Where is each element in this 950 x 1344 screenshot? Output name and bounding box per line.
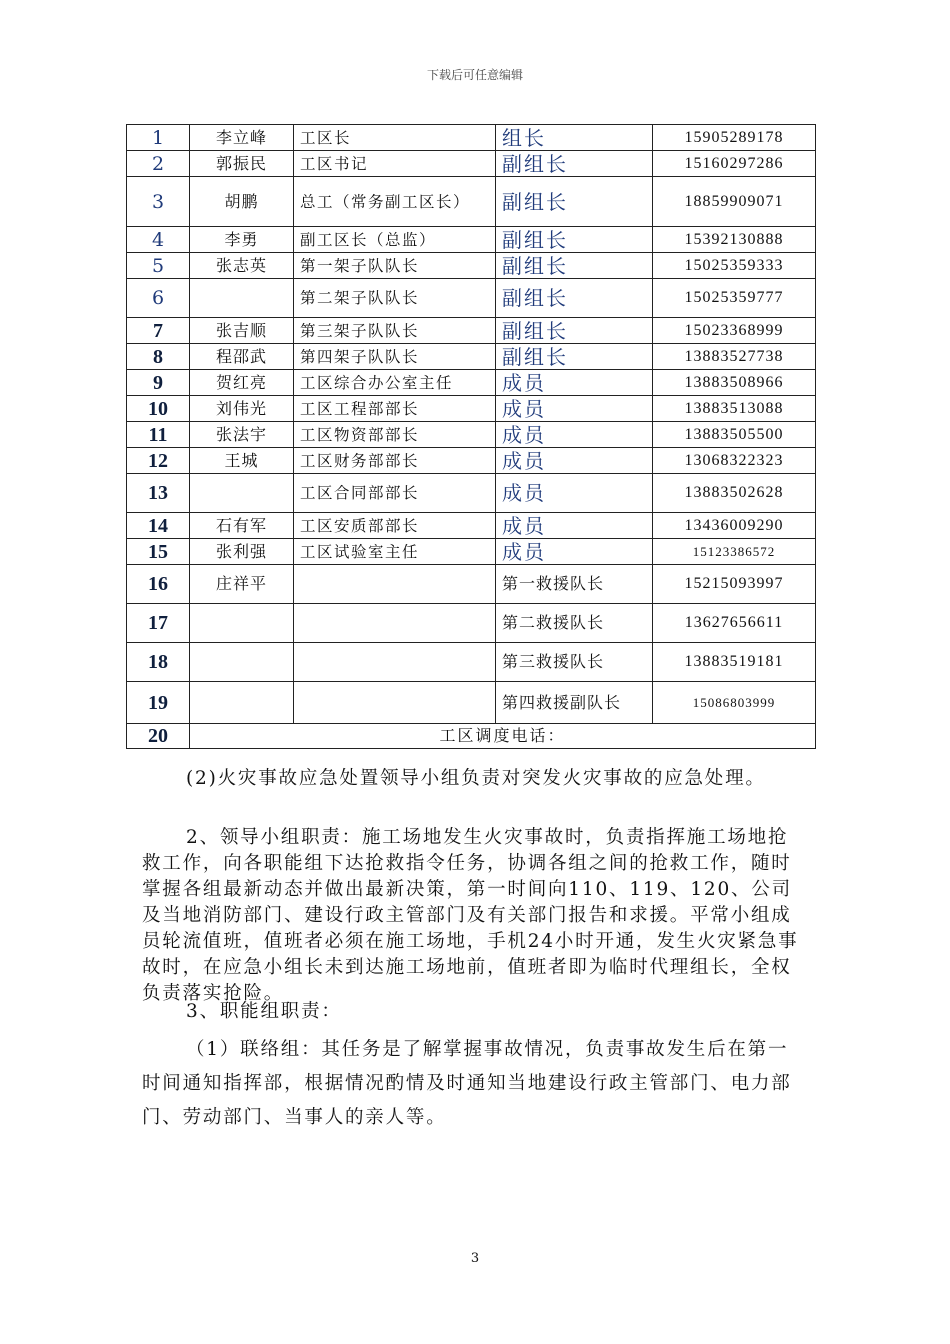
member-position: 工区合同部部长 <box>294 474 496 513</box>
table-row <box>127 125 816 151</box>
member-name: 贺红亮 <box>190 370 294 396</box>
member-phone: 13883513088 <box>653 396 816 422</box>
table-row <box>127 177 816 227</box>
member-position: 工区物资部部长 <box>294 422 496 448</box>
row-number: 5 <box>127 253 190 279</box>
row-number: 18 <box>127 643 190 682</box>
member-role: 成员 <box>496 513 653 539</box>
row-number: 12 <box>127 448 190 474</box>
table-row <box>127 422 816 448</box>
member-position: 工区财务部部长 <box>294 448 496 474</box>
member-position: 第一架子队队长 <box>294 253 496 279</box>
member-role: 成员 <box>496 474 653 513</box>
row-number: 9 <box>127 370 190 396</box>
member-name: 张利强 <box>190 539 294 565</box>
table-row <box>127 682 816 724</box>
member-phone: 15025359333 <box>653 253 816 279</box>
paragraph-4: （1）联络组：其任务是了解掌握事故情况，负责事故发生后在第一时间通知指挥部，根据情况酌情及时通知当地建设行政主管部门、电力部门、劳动部门、当事人的亲人等。 <box>142 1039 792 1128</box>
member-phone: 15123386572 <box>653 539 816 565</box>
row-number: 19 <box>127 682 190 724</box>
table-row <box>127 344 816 370</box>
member-role: 副组长 <box>496 344 653 370</box>
row-number: 15 <box>127 539 190 565</box>
table-row <box>127 151 816 177</box>
table-row <box>127 396 816 422</box>
row-number: 3 <box>127 177 190 227</box>
member-role: 成员 <box>496 539 653 565</box>
member-phone: 15215093997 <box>653 565 816 604</box>
header-note: 下载后可任意编辑 <box>426 68 523 82</box>
member-name: 程邵武 <box>190 344 294 370</box>
member-name <box>190 604 294 643</box>
member-phone: 13883508966 <box>653 370 816 396</box>
member-role: 成员 <box>496 396 653 422</box>
member-phone: 15023368999 <box>653 318 816 344</box>
member-name <box>190 279 294 318</box>
member-name: 胡鹏 <box>190 177 294 227</box>
member-role: 副组长 <box>496 151 653 177</box>
row-number: 6 <box>127 279 190 318</box>
member-phone: 13883505500 <box>653 422 816 448</box>
emergency-team-table <box>126 124 816 749</box>
page-number: 3 <box>470 1251 480 1266</box>
member-phone: 13436009290 <box>653 513 816 539</box>
row-number: 11 <box>127 422 190 448</box>
member-name: 张法宇 <box>190 422 294 448</box>
paragraph-1: (2)火灾事故应急处置领导小组负责对突发火灾事故的应急处理。 <box>186 768 766 789</box>
row-number: 10 <box>127 396 190 422</box>
row-number: 20 <box>127 724 190 749</box>
table-row <box>127 565 816 604</box>
row-number: 2 <box>127 151 190 177</box>
table-row <box>127 279 816 318</box>
member-name: 张志英 <box>190 253 294 279</box>
member-name: 郭振民 <box>190 151 294 177</box>
member-position: 第二架子队队长 <box>294 279 496 318</box>
row-number: 7 <box>127 318 190 344</box>
paragraph-2: 2、领导小组职责：施工场地发生火灾事故时，负责指挥施工场地抢救工作，向各职能组下达抢救指令任务，协调各组之间的抢救工作，随时掌握各组最新动态并做出最新决策，第一时间向110、119、120、公司及当地消防部门、建设行政主管部门及有关部门报告和求援。平常小组成员轮流值班，值班者必须在施工场地，手机24小时开通，发生火灾紧急事故时，在应急小组长未到达施工场地前，值班者即为临时代理组长，全权负责落实抢险。 <box>142 827 799 1004</box>
member-role: 副组长 <box>496 318 653 344</box>
table-row <box>127 604 816 643</box>
member-phone: 15905289178 <box>653 125 816 151</box>
member-role: 第二救援队长 <box>496 604 653 643</box>
row-number: 8 <box>127 344 190 370</box>
member-phone: 13627656611 <box>653 604 816 643</box>
member-phone: 13068322323 <box>653 448 816 474</box>
row-number: 14 <box>127 513 190 539</box>
member-position <box>294 643 496 682</box>
member-position: 工区书记 <box>294 151 496 177</box>
table-row <box>127 227 816 253</box>
table-row <box>127 474 816 513</box>
member-phone: 13883519181 <box>653 643 816 682</box>
dispatch-phone-label: 工区调度电话： <box>190 724 816 749</box>
member-role: 副组长 <box>496 279 653 318</box>
member-role: 副组长 <box>496 177 653 227</box>
member-phone: 13883502628 <box>653 474 816 513</box>
member-position: 副工区长（总监） <box>294 227 496 253</box>
member-position: 第四架子队队长 <box>294 344 496 370</box>
member-role: 副组长 <box>496 253 653 279</box>
member-position: 工区综合办公室主任 <box>294 370 496 396</box>
member-position: 总工（常务副工区长） <box>294 177 496 227</box>
member-phone: 15086803999 <box>653 682 816 724</box>
member-name: 李勇 <box>190 227 294 253</box>
member-phone: 15392130888 <box>653 227 816 253</box>
member-position: 工区试验室主任 <box>294 539 496 565</box>
member-name <box>190 682 294 724</box>
member-role: 第一救援队长 <box>496 565 653 604</box>
member-position <box>294 604 496 643</box>
row-number: 4 <box>127 227 190 253</box>
row-number: 16 <box>127 565 190 604</box>
row-number: 1 <box>127 125 190 151</box>
member-name: 石有军 <box>190 513 294 539</box>
dispatch-row <box>127 724 816 749</box>
table-row <box>127 513 816 539</box>
table-row <box>127 643 816 682</box>
table-row <box>127 370 816 396</box>
member-position: 第三架子队队长 <box>294 318 496 344</box>
table-row <box>127 539 816 565</box>
member-role: 第三救援队长 <box>496 643 653 682</box>
member-phone: 18859909071 <box>653 177 816 227</box>
member-position <box>294 682 496 724</box>
member-name <box>190 643 294 682</box>
member-role: 成员 <box>496 422 653 448</box>
member-name: 李立峰 <box>190 125 294 151</box>
member-role: 成员 <box>496 448 653 474</box>
paragraph-3: 3、职能组职责： <box>186 1001 342 1022</box>
member-role: 成员 <box>496 370 653 396</box>
member-position <box>294 565 496 604</box>
member-role: 副组长 <box>496 227 653 253</box>
member-role: 组长 <box>496 125 653 151</box>
member-name: 刘伟光 <box>190 396 294 422</box>
member-name: 张吉顺 <box>190 318 294 344</box>
member-phone: 15025359777 <box>653 279 816 318</box>
member-role: 第四救援副队长 <box>496 682 653 724</box>
member-position: 工区安质部部长 <box>294 513 496 539</box>
member-phone: 13883527738 <box>653 344 816 370</box>
table-row <box>127 253 816 279</box>
table-row <box>127 318 816 344</box>
table-row <box>127 448 816 474</box>
member-name: 王城 <box>190 448 294 474</box>
row-number: 17 <box>127 604 190 643</box>
member-position: 工区长 <box>294 125 496 151</box>
member-position: 工区工程部部长 <box>294 396 496 422</box>
member-name: 庄祥平 <box>190 565 294 604</box>
member-name <box>190 474 294 513</box>
row-number: 13 <box>127 474 190 513</box>
member-phone: 15160297286 <box>653 151 816 177</box>
